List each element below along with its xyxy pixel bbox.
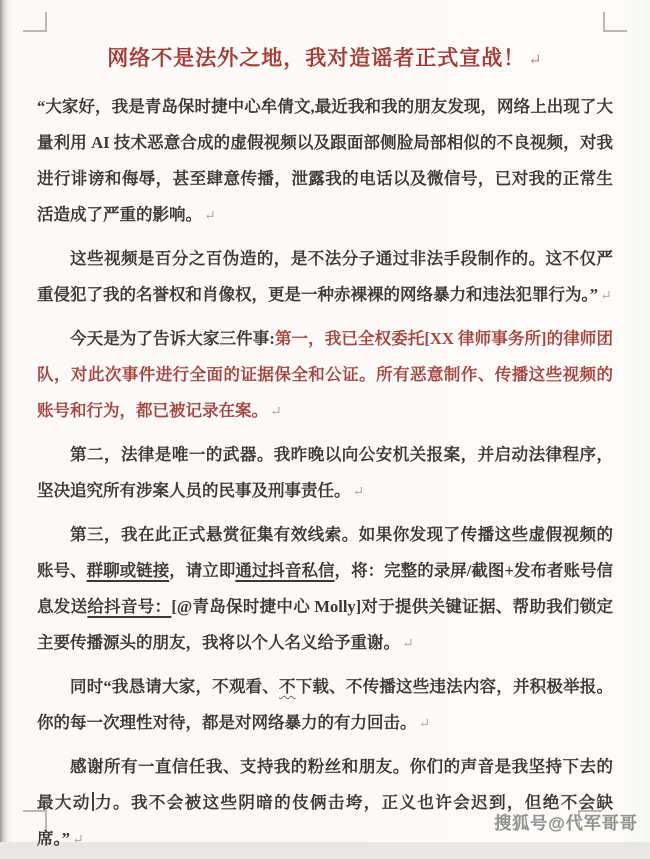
paragraph-third-point <box>37 517 613 663</box>
text-boundary-corner-bottom-left <box>23 810 47 830</box>
paragraph-third-point-text-d: [@青岛保时捷中心 Molly]对于提供关键证据、帮助我们锁定主要传播源头的朋友，我将以个人名义给予重谢。 <box>37 597 613 652</box>
return-mark-icon: ↵ <box>352 485 365 500</box>
text-boundary-corner-top-left <box>23 12 47 32</box>
paragraph-third-point-text-c: ，将：完整的录屏/截图+发布者账号信息发送 <box>37 561 614 616</box>
return-mark-icon: ↵ <box>402 637 414 652</box>
paragraph-thanks <box>37 749 613 859</box>
return-mark-icon: ↵ <box>270 405 282 420</box>
paragraph-fake-videos <box>37 241 613 315</box>
paragraph-appeal-text-b: 下载、不传播这些违法内容，并积极举报。你的每一次理性对待，都是对网络暴力的有力回击。 <box>37 677 614 732</box>
underlined-group-chat-links: 群聊或链接 <box>86 561 170 580</box>
paragraph-thanks-text-a: 感谢所有一直信任我、支持我的粉丝和朋友。你们的声音是我坚持下去的最大动 <box>37 757 613 812</box>
return-mark-icon: ↵ <box>204 209 216 224</box>
return-mark-icon: ↵ <box>72 833 84 848</box>
paragraph-second-point <box>37 437 613 511</box>
spellcheck-marked-char: 不 <box>279 677 296 696</box>
paragraph-first-point-red: 第一，我已全权委托[XX 律师事务所]的律师团队，对此次事件进行全面的证据保全和公证。所有恶意制作、传播这些视频的账号和行为，都已被记录在案。 <box>37 329 613 420</box>
return-mark-icon: ↵ <box>418 717 431 732</box>
underlined-douyin-dm: 通过抖音私信 <box>235 561 335 580</box>
underlined-douyin-account: 给抖音号： <box>87 597 172 616</box>
return-mark-icon: ↵ <box>528 52 543 69</box>
return-mark-icon: ↵ <box>600 289 612 304</box>
sohu-watermark: 搜狐号@代军哥哥 <box>494 814 638 833</box>
text-boundary-corner-top-right <box>603 12 627 32</box>
paragraph-first-point <box>37 321 613 431</box>
paragraph-appeal-text-a: 同时“我恳请大家，不观看、 <box>70 677 279 696</box>
paragraph-third-point-text-b: ，请立即 <box>169 561 236 580</box>
document-title <box>0 0 650 75</box>
document-title-text: 网络不是法外之地，我对造谣者正式宣战！ <box>107 46 526 70</box>
paragraph-second-point-text: 第二，法律是唯一的武器。我昨晚以向公安机关报案，并启动法律程序，坚决追究所有涉案人员的民事及刑事责任。 <box>37 445 613 500</box>
paragraph-third-point-text-a: 第三，我在此正式悬赏征集有效线索。如果你发现了传播这些虚假视频的账号、 <box>37 525 613 580</box>
paragraph-thanks-text-b: 力。我不会被这些阴暗的伎俩击垮，正义也许会迟到，但绝不会缺席。” <box>37 793 613 848</box>
document-body <box>0 75 650 859</box>
paragraph-first-point-intro: 今天是为了告诉大家三件事: <box>70 329 275 348</box>
paragraph-appeal <box>37 669 613 743</box>
paragraph-fake-videos-text: 这些视频是百分之百伪造的，是不法分子通过非法手段制作的。这不仅严重侵犯了我的名誉权和肖像权，更是一种赤裸裸的网络暴力和违法犯罪行为。” <box>37 249 613 304</box>
paragraph-intro-text: “大家好，我是青岛保时捷中心牟倩文,最近我和我的朋友发现，网络上出现了大量利用 AI 技术恶意合成的虚假视频以及跟面部侧脸局部相似的不良视频，对我进行诽谤和侮辱，甚至肆意传播，泄露我的电话以及微信号，已对我的正常生活造成了严重的影响。 <box>37 97 613 224</box>
paragraph-intro <box>37 89 613 235</box>
